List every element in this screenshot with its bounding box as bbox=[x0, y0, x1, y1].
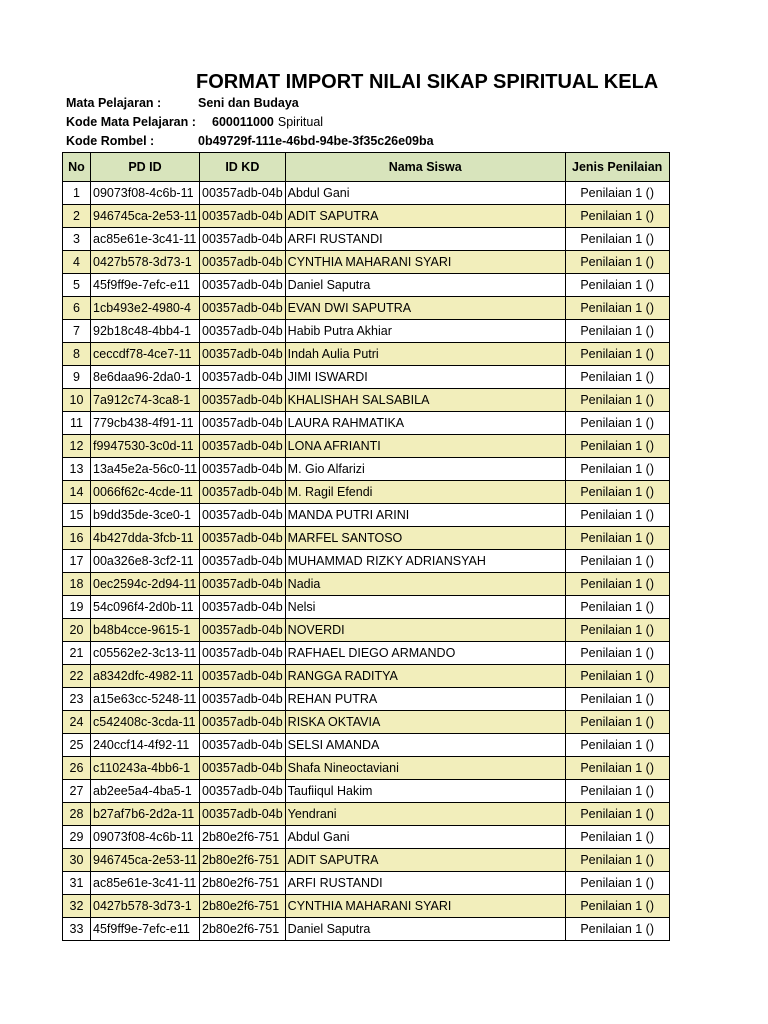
cell-no[interactable]: 32 bbox=[63, 895, 91, 918]
cell-id-kd[interactable]: 00357adb-04b bbox=[200, 711, 286, 734]
table-row bbox=[63, 527, 670, 550]
cell-nama-siswa[interactable]: ARFI RUSTANDI bbox=[285, 228, 565, 251]
cell-pd-id[interactable]: c542408c-3cda-11 bbox=[91, 711, 200, 734]
meta-kode-rombel bbox=[66, 132, 434, 151]
cell-id-kd[interactable]: 00357adb-04b bbox=[200, 619, 286, 642]
cell-no[interactable]: 7 bbox=[63, 320, 91, 343]
cell-id-kd[interactable]: 00357adb-04b bbox=[200, 182, 286, 205]
cell-id-kd[interactable]: 00357adb-04b bbox=[200, 481, 286, 504]
cell-pd-id[interactable]: c110243a-4bb6-1 bbox=[91, 757, 200, 780]
table-row bbox=[63, 435, 670, 458]
cell-id-kd[interactable]: 00357adb-04b bbox=[200, 803, 286, 826]
cell-pd-id[interactable]: 946745ca-2e53-11 bbox=[91, 205, 200, 228]
cell-id-kd[interactable]: 00357adb-04b bbox=[200, 573, 286, 596]
table-row bbox=[63, 550, 670, 573]
cell-no[interactable]: 1 bbox=[63, 182, 91, 205]
cell-nama-siswa[interactable]: Daniel Saputra bbox=[285, 918, 565, 941]
cell-no[interactable]: 6 bbox=[63, 297, 91, 320]
cell-nama-siswa[interactable]: CYNTHIA MAHARANI SYARI bbox=[285, 895, 565, 918]
table-body bbox=[63, 182, 670, 941]
cell-nama-siswa[interactable]: ADIT SAPUTRA bbox=[285, 849, 565, 872]
cell-nama-siswa[interactable]: KHALISHAH SALSABILA bbox=[285, 389, 565, 412]
cell-no[interactable]: 19 bbox=[63, 596, 91, 619]
cell-jenis-penilaian[interactable]: Penilaian 1 () bbox=[565, 757, 669, 780]
cell-jenis-penilaian[interactable]: Penilaian 1 () bbox=[565, 366, 669, 389]
table-row bbox=[63, 895, 670, 918]
cell-no[interactable]: 3 bbox=[63, 228, 91, 251]
cell-id-kd[interactable]: 00357adb-04b bbox=[200, 412, 286, 435]
cell-jenis-penilaian[interactable]: Penilaian 1 () bbox=[565, 596, 669, 619]
cell-no[interactable]: 5 bbox=[63, 274, 91, 297]
cell-no[interactable]: 22 bbox=[63, 665, 91, 688]
cell-pd-id[interactable]: 0066f62c-4cde-11 bbox=[91, 481, 200, 504]
cell-id-kd[interactable]: 2b80e2f6-751 bbox=[200, 918, 286, 941]
cell-nama-siswa[interactable]: Nelsi bbox=[285, 596, 565, 619]
table-row bbox=[63, 228, 670, 251]
cell-nama-siswa[interactable]: ADIT SAPUTRA bbox=[285, 205, 565, 228]
cell-pd-id[interactable]: 92b18c48-4bb4-1 bbox=[91, 320, 200, 343]
cell-no[interactable]: 20 bbox=[63, 619, 91, 642]
cell-jenis-penilaian[interactable]: Penilaian 1 () bbox=[565, 389, 669, 412]
table-row bbox=[63, 389, 670, 412]
cell-pd-id[interactable]: 1cb493e2-4980-4 bbox=[91, 297, 200, 320]
cell-pd-id[interactable]: 00a326e8-3cf2-11 bbox=[91, 550, 200, 573]
cell-jenis-penilaian[interactable]: Penilaian 1 () bbox=[565, 826, 669, 849]
header-jenis-penilaian: Jenis Penilaian bbox=[565, 153, 669, 182]
kode-mapel-extra: Spiritual bbox=[277, 115, 324, 129]
cell-no[interactable]: 8 bbox=[63, 343, 91, 366]
table-row bbox=[63, 918, 670, 941]
cell-no[interactable]: 25 bbox=[63, 734, 91, 757]
cell-no[interactable]: 28 bbox=[63, 803, 91, 826]
cell-pd-id[interactable]: 45f9ff9e-7efc-e11 bbox=[91, 918, 200, 941]
cell-jenis-penilaian[interactable]: Penilaian 1 () bbox=[565, 412, 669, 435]
cell-no[interactable]: 29 bbox=[63, 826, 91, 849]
cell-nama-siswa[interactable]: EVAN DWI SAPUTRA bbox=[285, 297, 565, 320]
cell-id-kd[interactable]: 00357adb-04b bbox=[200, 780, 286, 803]
cell-jenis-penilaian[interactable]: Penilaian 1 () bbox=[565, 550, 669, 573]
table-row bbox=[63, 573, 670, 596]
cell-no[interactable]: 9 bbox=[63, 366, 91, 389]
cell-nama-siswa[interactable]: Habib Putra Akhiar bbox=[285, 320, 565, 343]
cell-no[interactable]: 2 bbox=[63, 205, 91, 228]
cell-jenis-penilaian[interactable]: Penilaian 1 () bbox=[565, 642, 669, 665]
table-row bbox=[63, 757, 670, 780]
cell-nama-siswa[interactable]: REHAN PUTRA bbox=[285, 688, 565, 711]
table-row bbox=[63, 458, 670, 481]
cell-nama-siswa[interactable]: NOVERDI bbox=[285, 619, 565, 642]
cell-pd-id[interactable]: 8e6daa96-2da0-1 bbox=[91, 366, 200, 389]
cell-jenis-penilaian[interactable]: Penilaian 1 () bbox=[565, 527, 669, 550]
cell-id-kd[interactable]: 00357adb-04b bbox=[200, 665, 286, 688]
cell-pd-id[interactable]: 45f9ff9e-7efc-e11 bbox=[91, 274, 200, 297]
cell-jenis-penilaian[interactable]: Penilaian 1 () bbox=[565, 481, 669, 504]
table-row bbox=[63, 734, 670, 757]
cell-no[interactable]: 23 bbox=[63, 688, 91, 711]
meta-kode-mapel bbox=[66, 113, 323, 132]
cell-nama-siswa[interactable]: Taufiiqul Hakim bbox=[285, 780, 565, 803]
table-row bbox=[63, 872, 670, 895]
cell-jenis-penilaian[interactable]: Penilaian 1 () bbox=[565, 688, 669, 711]
cell-id-kd[interactable]: 00357adb-04b bbox=[200, 458, 286, 481]
cell-nama-siswa[interactable]: RISKA OKTAVIA bbox=[285, 711, 565, 734]
cell-nama-siswa[interactable]: Nadia bbox=[285, 573, 565, 596]
cell-id-kd[interactable]: 00357adb-04b bbox=[200, 734, 286, 757]
cell-pd-id[interactable]: f9947530-3c0d-11 bbox=[91, 435, 200, 458]
cell-id-kd[interactable]: 2b80e2f6-751 bbox=[200, 895, 286, 918]
table-row bbox=[63, 596, 670, 619]
cell-no[interactable]: 15 bbox=[63, 504, 91, 527]
cell-id-kd[interactable]: 00357adb-04b bbox=[200, 297, 286, 320]
cell-no[interactable]: 33 bbox=[63, 918, 91, 941]
cell-pd-id[interactable]: 13a45e2a-56c0-11 bbox=[91, 458, 200, 481]
cell-pd-id[interactable]: 0427b578-3d73-1 bbox=[91, 895, 200, 918]
cell-no[interactable]: 17 bbox=[63, 550, 91, 573]
cell-pd-id[interactable]: a8342dfc-4982-11 bbox=[91, 665, 200, 688]
cell-no[interactable]: 18 bbox=[63, 573, 91, 596]
cell-nama-siswa[interactable]: M. Ragil Efendi bbox=[285, 481, 565, 504]
cell-id-kd[interactable]: 00357adb-04b bbox=[200, 642, 286, 665]
cell-nama-siswa[interactable]: RAFHAEL DIEGO ARMANDO bbox=[285, 642, 565, 665]
header-no: No bbox=[63, 153, 91, 182]
cell-id-kd[interactable]: 00357adb-04b bbox=[200, 228, 286, 251]
table-row bbox=[63, 297, 670, 320]
kode-mapel-label: Kode Mata Pelajaran : bbox=[66, 115, 196, 129]
table-row bbox=[63, 182, 670, 205]
kode-mapel-value: 600011000 bbox=[212, 115, 274, 129]
cell-nama-siswa[interactable]: Abdul Gani bbox=[285, 182, 565, 205]
table-row bbox=[63, 504, 670, 527]
cell-id-kd[interactable]: 2b80e2f6-751 bbox=[200, 872, 286, 895]
cell-pd-id[interactable]: 09073f08-4c6b-11 bbox=[91, 826, 200, 849]
table-header-row bbox=[63, 153, 670, 182]
cell-jenis-penilaian[interactable]: Penilaian 1 () bbox=[565, 803, 669, 826]
cell-pd-id[interactable]: ab2ee5a4-4ba5-1 bbox=[91, 780, 200, 803]
cell-no[interactable]: 12 bbox=[63, 435, 91, 458]
cell-no[interactable]: 11 bbox=[63, 412, 91, 435]
cell-nama-siswa[interactable]: MUHAMMAD RIZKY ADRIANSYAH bbox=[285, 550, 565, 573]
cell-jenis-penilaian[interactable]: Penilaian 1 () bbox=[565, 665, 669, 688]
meta-mata-pelajaran bbox=[66, 94, 299, 113]
table-row bbox=[63, 849, 670, 872]
cell-id-kd[interactable]: 00357adb-04b bbox=[200, 205, 286, 228]
header-pd-id: PD ID bbox=[91, 153, 200, 182]
cell-pd-id[interactable]: 240ccf14-4f92-11 bbox=[91, 734, 200, 757]
cell-nama-siswa[interactable]: M. Gio Alfarizi bbox=[285, 458, 565, 481]
table-row bbox=[63, 481, 670, 504]
cell-id-kd[interactable]: 2b80e2f6-751 bbox=[200, 849, 286, 872]
cell-pd-id[interactable]: 54c096f4-2d0b-11 bbox=[91, 596, 200, 619]
cell-pd-id[interactable]: 4b427dda-3fcb-11 bbox=[91, 527, 200, 550]
table-row bbox=[63, 619, 670, 642]
table-row bbox=[63, 826, 670, 849]
table-row bbox=[63, 251, 670, 274]
cell-jenis-penilaian[interactable]: Penilaian 1 () bbox=[565, 734, 669, 757]
table-row bbox=[63, 205, 670, 228]
cell-no[interactable]: 10 bbox=[63, 389, 91, 412]
cell-pd-id[interactable]: 0ec2594c-2d94-11 bbox=[91, 573, 200, 596]
nilai-table bbox=[62, 152, 670, 941]
cell-jenis-penilaian[interactable]: Penilaian 1 () bbox=[565, 872, 669, 895]
table-row bbox=[63, 665, 670, 688]
cell-id-kd[interactable]: 00357adb-04b bbox=[200, 320, 286, 343]
cell-pd-id[interactable]: ceccdf78-4ce7-11 bbox=[91, 343, 200, 366]
cell-id-kd[interactable]: 00357adb-04b bbox=[200, 550, 286, 573]
cell-jenis-penilaian[interactable]: Penilaian 1 () bbox=[565, 205, 669, 228]
table-row bbox=[63, 642, 670, 665]
table-row bbox=[63, 803, 670, 826]
cell-pd-id[interactable]: b9dd35de-3ce0-1 bbox=[91, 504, 200, 527]
mata-pelajaran-label: Mata Pelajaran : bbox=[66, 96, 162, 110]
table-row bbox=[63, 320, 670, 343]
header-id-kd: ID KD bbox=[200, 153, 286, 182]
table-row bbox=[63, 780, 670, 803]
cell-jenis-penilaian[interactable]: Penilaian 1 () bbox=[565, 297, 669, 320]
cell-pd-id[interactable]: a15e63cc-5248-11 bbox=[91, 688, 200, 711]
cell-nama-siswa[interactable]: Yendrani bbox=[285, 803, 565, 826]
cell-jenis-penilaian[interactable]: Penilaian 1 () bbox=[565, 182, 669, 205]
cell-id-kd[interactable]: 00357adb-04b bbox=[200, 274, 286, 297]
cell-nama-siswa[interactable]: MARFEL SANTOSO bbox=[285, 527, 565, 550]
cell-pd-id[interactable]: b48b4cce-9615-1 bbox=[91, 619, 200, 642]
table-row bbox=[63, 412, 670, 435]
cell-jenis-penilaian[interactable]: Penilaian 1 () bbox=[565, 619, 669, 642]
cell-jenis-penilaian[interactable]: Penilaian 1 () bbox=[565, 895, 669, 918]
cell-id-kd[interactable]: 00357adb-04b bbox=[200, 389, 286, 412]
cell-pd-id[interactable]: 7a912c74-3ca8-1 bbox=[91, 389, 200, 412]
cell-id-kd[interactable]: 00357adb-04b bbox=[200, 527, 286, 550]
cell-id-kd[interactable]: 00357adb-04b bbox=[200, 251, 286, 274]
cell-nama-siswa[interactable]: LONA AFRIANTI bbox=[285, 435, 565, 458]
table-row bbox=[63, 366, 670, 389]
cell-jenis-penilaian[interactable]: Penilaian 1 () bbox=[565, 274, 669, 297]
cell-nama-siswa[interactable]: ARFI RUSTANDI bbox=[285, 872, 565, 895]
cell-no[interactable]: 24 bbox=[63, 711, 91, 734]
cell-no[interactable]: 26 bbox=[63, 757, 91, 780]
cell-nama-siswa[interactable]: SELSI AMANDA bbox=[285, 734, 565, 757]
cell-no[interactable]: 21 bbox=[63, 642, 91, 665]
kode-rombel-label: Kode Rombel : bbox=[66, 134, 155, 148]
cell-nama-siswa[interactable]: Abdul Gani bbox=[285, 826, 565, 849]
cell-jenis-penilaian[interactable]: Penilaian 1 () bbox=[565, 849, 669, 872]
cell-pd-id[interactable]: ac85e61e-3c41-11 bbox=[91, 872, 200, 895]
cell-id-kd[interactable]: 2b80e2f6-751 bbox=[200, 826, 286, 849]
mata-pelajaran-value: Seni dan Budaya bbox=[198, 96, 299, 110]
cell-no[interactable]: 31 bbox=[63, 872, 91, 895]
cell-pd-id[interactable]: c05562e2-3c13-11 bbox=[91, 642, 200, 665]
cell-nama-siswa[interactable]: Daniel Saputra bbox=[285, 274, 565, 297]
cell-pd-id[interactable]: 946745ca-2e53-11 bbox=[91, 849, 200, 872]
cell-nama-siswa[interactable]: RANGGA RADITYA bbox=[285, 665, 565, 688]
cell-pd-id[interactable]: 0427b578-3d73-1 bbox=[91, 251, 200, 274]
cell-jenis-penilaian[interactable]: Penilaian 1 () bbox=[565, 918, 669, 941]
cell-pd-id[interactable]: ac85e61e-3c41-11 bbox=[91, 228, 200, 251]
cell-id-kd[interactable]: 00357adb-04b bbox=[200, 343, 286, 366]
table-row bbox=[63, 711, 670, 734]
cell-id-kd[interactable]: 00357adb-04b bbox=[200, 366, 286, 389]
cell-no[interactable]: 27 bbox=[63, 780, 91, 803]
cell-jenis-penilaian[interactable]: Penilaian 1 () bbox=[565, 573, 669, 596]
cell-nama-siswa[interactable]: JIMI ISWARDI bbox=[285, 366, 565, 389]
cell-no[interactable]: 13 bbox=[63, 458, 91, 481]
cell-jenis-penilaian[interactable]: Penilaian 1 () bbox=[565, 228, 669, 251]
cell-id-kd[interactable]: 00357adb-04b bbox=[200, 688, 286, 711]
table-row bbox=[63, 343, 670, 366]
cell-id-kd[interactable]: 00357adb-04b bbox=[200, 504, 286, 527]
cell-id-kd[interactable]: 00357adb-04b bbox=[200, 596, 286, 619]
cell-jenis-penilaian[interactable]: Penilaian 1 () bbox=[565, 435, 669, 458]
cell-id-kd[interactable]: 00357adb-04b bbox=[200, 435, 286, 458]
cell-nama-siswa[interactable]: Shafa Nineoctaviani bbox=[285, 757, 565, 780]
cell-id-kd[interactable]: 00357adb-04b bbox=[200, 757, 286, 780]
cell-pd-id[interactable]: 779cb438-4f91-11 bbox=[91, 412, 200, 435]
page-title: FORMAT IMPORT NILAI SIKAP SPIRITUAL KELA bbox=[196, 71, 659, 93]
table-row bbox=[63, 688, 670, 711]
cell-no[interactable]: 16 bbox=[63, 527, 91, 550]
cell-jenis-penilaian[interactable]: Penilaian 1 () bbox=[565, 320, 669, 343]
cell-pd-id[interactable]: b27af7b6-2d2a-11 bbox=[91, 803, 200, 826]
cell-jenis-penilaian[interactable]: Penilaian 1 () bbox=[565, 458, 669, 481]
cell-jenis-penilaian[interactable]: Penilaian 1 () bbox=[565, 504, 669, 527]
cell-no[interactable]: 14 bbox=[63, 481, 91, 504]
cell-nama-siswa[interactable]: LAURA RAHMATIKA bbox=[285, 412, 565, 435]
table-row bbox=[63, 274, 670, 297]
cell-pd-id[interactable]: 09073f08-4c6b-11 bbox=[91, 182, 200, 205]
cell-jenis-penilaian[interactable]: Penilaian 1 () bbox=[565, 711, 669, 734]
kode-rombel-value: 0b49729f-111e-46bd-94be-3f35c26e09ba bbox=[198, 134, 434, 148]
cell-jenis-penilaian[interactable]: Penilaian 1 () bbox=[565, 343, 669, 366]
cell-jenis-penilaian[interactable]: Penilaian 1 () bbox=[565, 780, 669, 803]
header-nama-siswa: Nama Siswa bbox=[285, 153, 565, 182]
cell-nama-siswa[interactable]: Indah Aulia Putri bbox=[285, 343, 565, 366]
cell-nama-siswa[interactable]: MANDA PUTRI ARINI bbox=[285, 504, 565, 527]
cell-no[interactable]: 4 bbox=[63, 251, 91, 274]
cell-jenis-penilaian[interactable]: Penilaian 1 () bbox=[565, 251, 669, 274]
cell-no[interactable]: 30 bbox=[63, 849, 91, 872]
cell-nama-siswa[interactable]: CYNTHIA MAHARANI SYARI bbox=[285, 251, 565, 274]
